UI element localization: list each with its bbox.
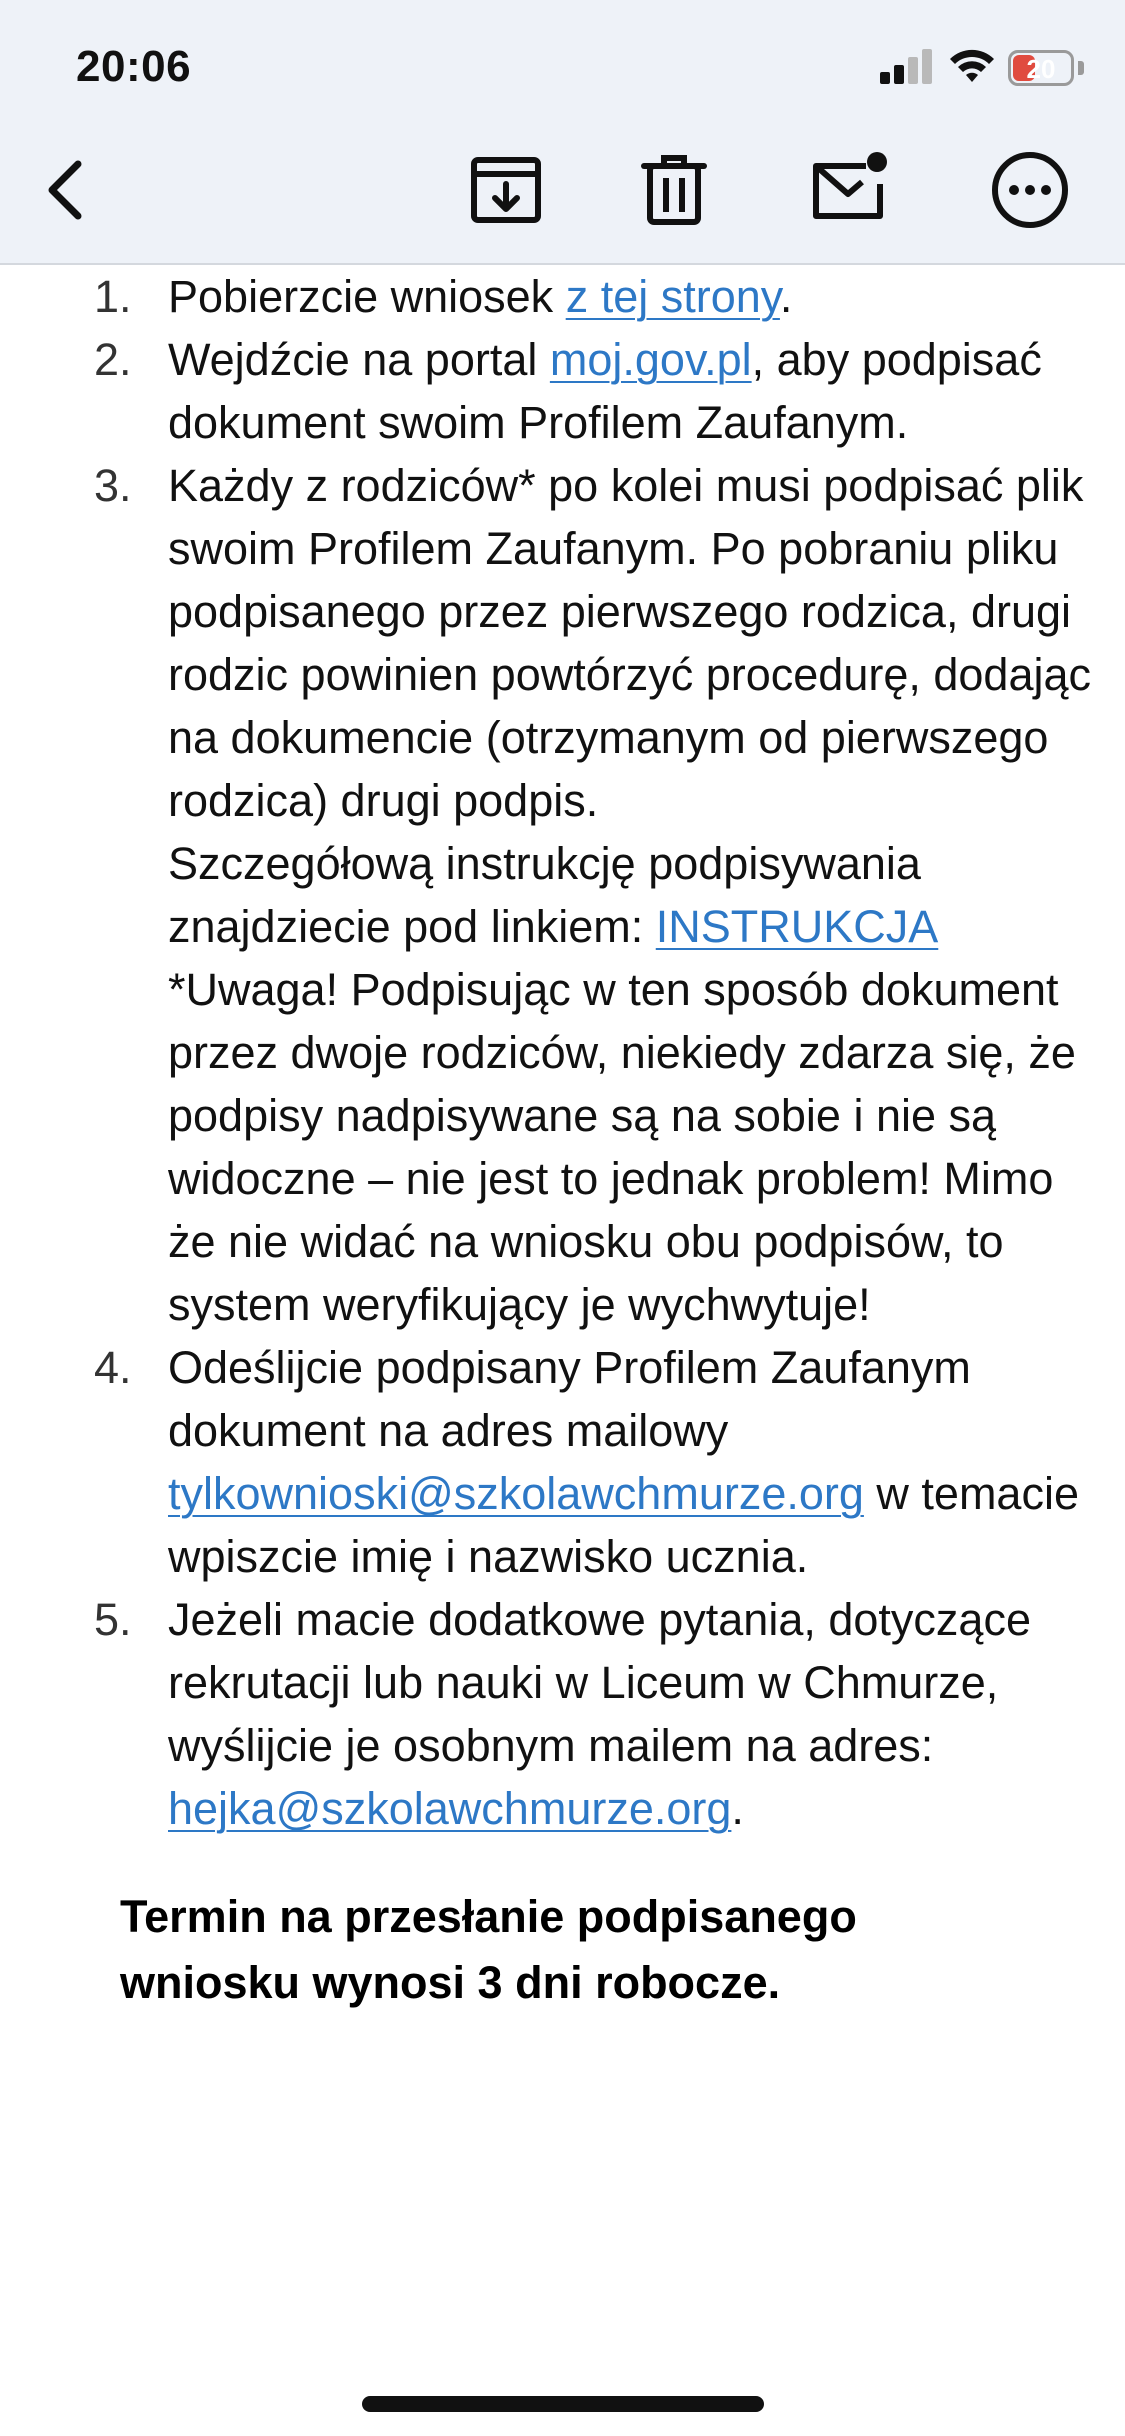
top-bar: [0, 0, 1125, 265]
home-indicator[interactable]: [362, 2396, 764, 2412]
step-text: Każdy z rodziców* po kolei musi podpisać plik swoim Profilem Zaufanym. Po pobraniu pliku podpisanego przez pierwszego rodzica, drugi rodzic powinien powtórzyć procedurę, dodając na dokumencie (otrzymanym od pierwszego rodzica) drugi podpis.: [168, 460, 1092, 826]
more-icon[interactable]: [990, 150, 1070, 230]
step-text: w temacie wpiszcie imię i nazwisko ucznia.: [168, 1468, 1079, 1582]
deadline-notice: Termin na przesłanie podpisanego wniosku wynosi 3 dni robocze.: [120, 1891, 857, 2008]
list-number: 4.: [94, 1342, 132, 1393]
portal-link[interactable]: moj.gov.pl: [549, 334, 752, 385]
list-number: 2.: [94, 334, 132, 385]
step-text: Pobierzcie wniosek: [168, 271, 566, 322]
list-item: [0, 1588, 1125, 1840]
battery-level: 20: [1026, 54, 1056, 84]
step-text: Odeślijcie podpisany Profilem Zaufanym dokument na adres mailowy: [168, 1342, 971, 1456]
list-item: [0, 1336, 1125, 1588]
list-item: [0, 328, 1125, 454]
signal-icon: [880, 48, 934, 84]
list-number: 3.: [94, 460, 132, 511]
list-number: 1.: [94, 271, 132, 322]
trash-icon[interactable]: [634, 150, 714, 230]
instruction-list: [0, 265, 1125, 1840]
step-text: Jeżeli macie dodatkowe pytania, dotyczące rekrutacji lub nauki w Liceum w Chmurze, wyślijcie je osobnym mailem na adres:: [168, 1594, 1031, 1771]
download-link[interactable]: z tej strony: [565, 271, 780, 322]
warning-note: *Uwaga! Podpisując w ten sposób dokument przez dwoje rodziców, niekiedy zdarza się, że podpisy nadpisywane są na sobie i nie są widoczne – nie jest to jednak problem! Mimo że nie widać na wniosku obu podpisów, to system weryfikujący je wychwytuje!: [168, 964, 1076, 1330]
step-text: Wejdźcie na portal: [168, 334, 550, 385]
status-bar: [0, 0, 1125, 130]
battery-tip: [1078, 61, 1084, 75]
wifi-icon: [948, 44, 996, 84]
list-number: 5.: [94, 1594, 132, 1645]
step-text: .: [731, 1783, 744, 1834]
battery-icon: [1008, 50, 1074, 86]
status-time: 20:06: [76, 42, 192, 91]
instruction-text: Szczegółową instrukcję podpisywania znajdziecie pod linkiem:: [168, 838, 921, 952]
instruction-link[interactable]: INSTRUKCJA: [655, 901, 939, 952]
step-text: , aby podpisać dokument swoim Profilem Zaufanym.: [168, 334, 1042, 448]
back-chevron-icon[interactable]: [26, 150, 106, 230]
contact-email-link[interactable]: hejka@szkolawchmurze.org: [168, 1783, 732, 1834]
list-item: [0, 454, 1125, 1336]
applications-email-link[interactable]: tylkownioski@szkolawchmurze.org: [168, 1468, 864, 1519]
list-item: [0, 265, 1125, 328]
step-text: .: [779, 271, 793, 322]
mark-unread-icon[interactable]: [808, 150, 888, 230]
email-body: [0, 265, 1125, 2016]
archive-icon[interactable]: [466, 150, 546, 230]
